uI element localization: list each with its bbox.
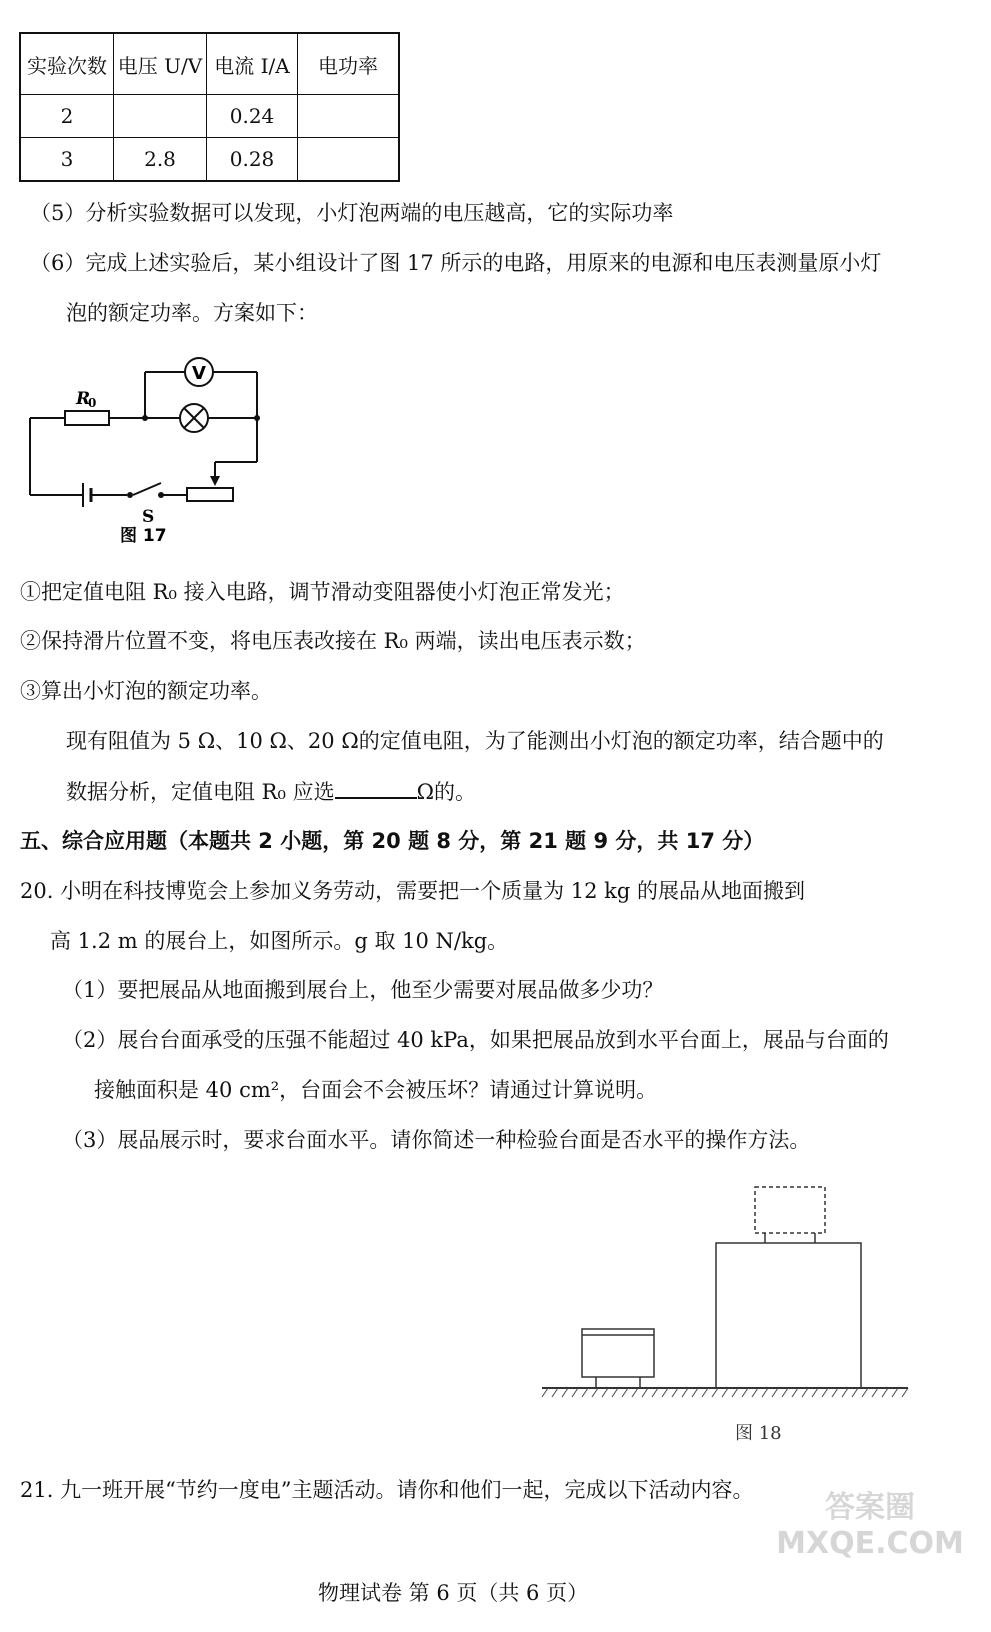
question-20-3: （3）展品展示时，要求台面水平。请你简述一种检验台面是否水平的操作方法。 (62, 1128, 811, 1152)
table-header: 电压 U/V (114, 33, 207, 95)
table-header-row (20, 33, 399, 95)
fig18-caption: 图 18 (735, 1423, 782, 1444)
table-cell: 3 (20, 138, 114, 182)
table-cell: 0.28 (207, 138, 298, 182)
question-20-1: （1）要把展品从地面搬到展台上，他至少需要对展品做多少功？ (62, 978, 664, 1002)
exhibit-diagram-fig18 (540, 1175, 920, 1450)
question-6-line2: 泡的额定功率。方案如下： (66, 301, 318, 325)
r0-subscript: 0 (88, 396, 97, 410)
experiment-table (19, 32, 400, 182)
table-header: 实验次数 (20, 33, 114, 95)
question-20-line2: 高 1.2 m 的展台上，如图所示。g 取 10 N/kg。 (50, 929, 509, 953)
section-5-heading: 五、综合应用题（本题共 2 小题，第 20 题 8 分，第 21 题 9 分，共 17 分） (20, 829, 765, 853)
question-20-2-line2: 接触面积是 40 cm²，台面会不会被压坏？请通过计算说明。 (94, 1078, 658, 1102)
table-cell (114, 95, 207, 138)
table-cell: 0.24 (207, 95, 298, 138)
step-1: ①把定值电阻 R₀ 接入电路，调节滑动变阻器使小灯泡正常发光； (20, 580, 625, 604)
table-header: 电功率 (298, 33, 400, 95)
question-5: （5）分析实验数据可以发现，小灯泡两端的电压越高，它的实际功率 (30, 201, 674, 225)
table-row (20, 95, 399, 138)
table-cell: 2 (20, 95, 114, 138)
exhibit-on-platform-icon (755, 1187, 825, 1233)
circuit-diagram-fig17 (25, 350, 285, 550)
step-3: ③算出小灯泡的额定功率。 (20, 679, 272, 703)
step-2: ②保持滑片位置不变，将电压表改接在 R₀ 两端，读出电压表示数； (20, 629, 646, 653)
platform-icon (716, 1243, 861, 1388)
choice-line2 (66, 775, 476, 807)
switch-label: S (142, 507, 155, 527)
table-row (20, 138, 399, 182)
choice-line1: 现有阻值为 5 Ω、10 Ω、20 Ω的定值电阻，为了能测出小灯泡的额定功率，结合题中的 (66, 729, 884, 753)
choice-line2-unit: Ω的。 (416, 780, 477, 804)
watermark-logo: 答案圈 MXQE.COM (776, 1490, 964, 1561)
table-header: 电流 I/A (207, 33, 298, 95)
exhibit-on-ground-icon (582, 1329, 654, 1377)
r0-label: R (76, 389, 91, 409)
table-cell (298, 95, 400, 138)
question-6-line1: （6）完成上述实验后，某小组设计了图 17 所示的电路，用原来的电源和电压表测量原小灯 (30, 251, 882, 275)
choice-line2-text: 数据分析，定值电阻 R₀ 应选 (66, 780, 335, 804)
page-footer: 物理试卷 第 6 页（共 6 页） (318, 1581, 589, 1605)
question-20-2-line1: （2）展台台面承受的压强不能超过 40 kPa，如果把展品放到水平台面上，展品与台面的 (62, 1028, 889, 1052)
question-21: 21. 九一班开展“节约一度电”主题活动。请你和他们一起，完成以下活动内容。 (20, 1478, 754, 1502)
resistor-r0-icon (65, 411, 109, 425)
table-cell: 2.8 (114, 138, 207, 182)
voltmeter-label: V (192, 363, 206, 384)
question-20-line1: 20. 小明在科技博览会上参加义务劳动，需要把一个质量为 12 kg 的展品从地面搬到 (20, 879, 805, 903)
switch-icon (133, 483, 161, 495)
fig17-caption: 图 17 (120, 526, 167, 546)
table-cell (298, 138, 400, 182)
rheostat-icon (187, 488, 233, 501)
answer-blank[interactable] (335, 775, 417, 799)
